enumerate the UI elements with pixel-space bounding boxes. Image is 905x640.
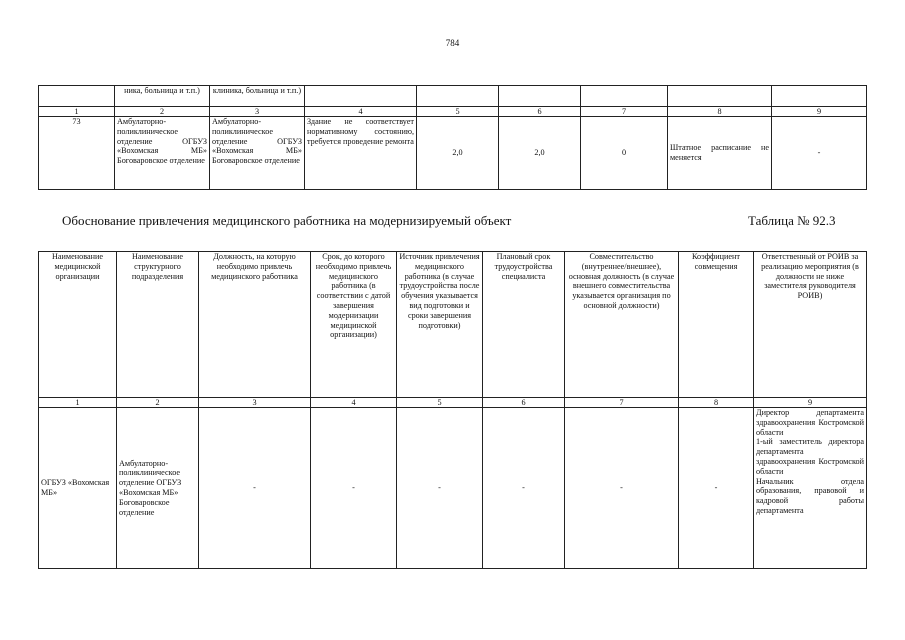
column-number: 2 [115, 107, 210, 117]
column-header: Источник привлечения медицинского работника (в случае трудоустройства после обучения указывается вид подготовки и сроки завершения подготовки) [397, 252, 483, 398]
page-number: 784 [445, 38, 460, 48]
column-number: 1 [39, 398, 117, 408]
column-numbers-row [39, 398, 867, 408]
column-number: 8 [679, 398, 754, 408]
section-title: Обоснование привлечения медицинского работника на модернизируемый объект [62, 213, 512, 228]
column-header: Ответственный от РОИВ за реализацию мероприятия (в должности не ниже заместителя руководителя РОИВ) [754, 252, 867, 398]
column-numbers-row [39, 107, 867, 117]
table-row [39, 408, 867, 569]
column-number: 4 [311, 398, 397, 408]
responsible-line: Начальник отдела образования, правовой и кадровой работы департамента [756, 476, 864, 515]
column-header: Плановый срок трудоустройства специалиста [483, 252, 565, 398]
header-cell: ника, больница и т.п.) [115, 86, 210, 107]
column-number: 8 [668, 107, 772, 117]
column-number: 2 [117, 398, 199, 408]
cell-value: - [483, 408, 565, 569]
column-number: 6 [499, 107, 581, 117]
header-cell: клиника, больница и т.п.) [210, 86, 305, 107]
cell-value: 2,0 [417, 117, 499, 190]
header-cell [499, 86, 581, 107]
column-header: Совместительство (внутреннее/внешнее), основная должность (в случае внешнего совместительства указывается организация по основной должности) [565, 252, 679, 398]
column-number: 1 [39, 107, 115, 117]
header-cell [417, 86, 499, 107]
cell-structural-unit: Амбулаторно-поликлиническое отделение ОГБУЗ «Вохомская МБ» Боговаровское отделение [117, 408, 199, 569]
cell-condition: Здание не соответствует нормативному состоянию, требуется проведение ремонта [305, 117, 417, 190]
table-number: Таблица № 92.3 [748, 213, 836, 228]
cell-value: - [772, 117, 867, 190]
column-header: Должность, на которую необходимо привлечь медицинского работника [199, 252, 311, 398]
header-cell [581, 86, 668, 107]
table-row [39, 117, 867, 190]
table-staff-attraction [38, 251, 867, 569]
cell-value: 0 [581, 117, 668, 190]
responsible-line: 1-ый заместитель директора департамента здравоохранения Костромской области [756, 437, 864, 476]
column-number: 7 [581, 107, 668, 117]
table-continued [38, 85, 867, 190]
column-header: Коэффициент совмещения [679, 252, 754, 398]
column-header: Наименование медицинской организации [39, 252, 117, 398]
cell-value: - [565, 408, 679, 569]
cell-staffing: Штатное расписание не меняется [668, 117, 772, 190]
cell-value: - [199, 408, 311, 569]
column-number: 9 [772, 107, 867, 117]
row-number: 73 [39, 117, 115, 190]
cell-value: - [311, 408, 397, 569]
responsible-line: Директор департамента здравоохранения Костромской области [756, 408, 864, 437]
column-number: 5 [397, 398, 483, 408]
column-number: 7 [565, 398, 679, 408]
column-number: 3 [210, 107, 305, 117]
header-cell [39, 86, 115, 107]
header-cell [305, 86, 417, 107]
column-header: Наименование структурного подразделения [117, 252, 199, 398]
cell-value: - [679, 408, 754, 569]
cell-structural-unit: Амбулаторно-поликлиническое отделение ОГБУЗ «Вохомская МБ» Боговаровское отделение [210, 117, 305, 190]
column-header: Срок, до которого необходимо привлечь медицинского работника (в соответствии с датой завершения модернизации медицинской организации) [311, 252, 397, 398]
column-number: 4 [305, 107, 417, 117]
cell-structural-unit: Амбулаторно-поликлиническое отделение ОГБУЗ «Вохомская МБ» Боговаровское отделение [115, 117, 210, 190]
table-header-row [39, 252, 867, 398]
column-number: 6 [483, 398, 565, 408]
cell-value: - [397, 408, 483, 569]
header-cell [668, 86, 772, 107]
table-header-continued [39, 86, 867, 107]
column-number: 5 [417, 107, 499, 117]
header-cell [772, 86, 867, 107]
cell-responsible [754, 408, 867, 569]
column-number: 3 [199, 398, 311, 408]
cell-value: 2,0 [499, 117, 581, 190]
cell-organization: ОГБУЗ «Вохомская МБ» [39, 408, 117, 569]
column-number: 9 [754, 398, 867, 408]
